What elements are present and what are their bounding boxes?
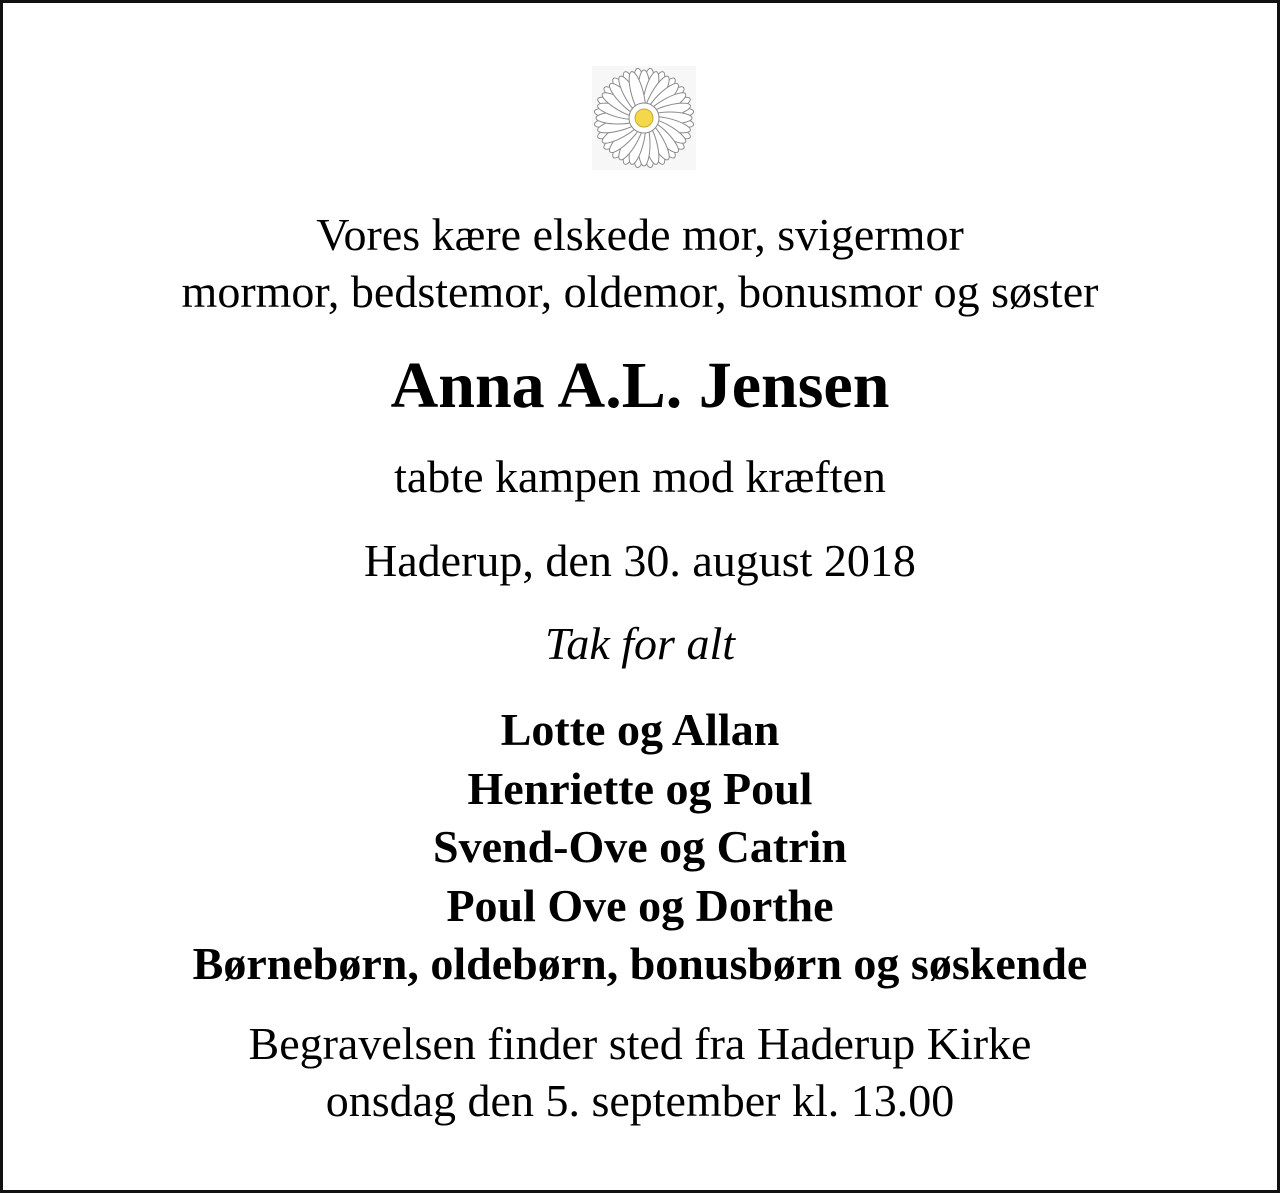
family-member: Poul Ove og Dorthe bbox=[446, 879, 834, 931]
intro-line-2: mormor, bedstemor, oldemor, bonusmor og søster bbox=[181, 266, 1099, 317]
family-member: Svend-Ove og Catrin bbox=[433, 821, 847, 872]
intro-text bbox=[3, 206, 1277, 320]
family-list bbox=[3, 701, 1277, 994]
funeral-info bbox=[3, 1015, 1277, 1129]
family-member: Lotte og Allan bbox=[500, 704, 780, 755]
thanks-text: Tak for alt bbox=[544, 618, 736, 669]
daisy-flower-icon bbox=[592, 66, 696, 170]
family-member: Henriette og Poul bbox=[467, 762, 813, 814]
daisy-center bbox=[635, 109, 653, 127]
intro-line-1: Vores kære elskede mor, svigermor bbox=[316, 209, 964, 260]
funeral-line-2: onsdag den 5. september kl. 13.00 bbox=[325, 1075, 955, 1126]
deceased-name: Anna A.L. Jensen bbox=[390, 349, 890, 422]
cause-of-death: tabte kampen mod kræften bbox=[394, 451, 886, 502]
place-and-date: Haderup, den 30. august 2018 bbox=[364, 535, 916, 586]
family-member: Børnebørn, oldebørn, bonusbørn og søskende bbox=[192, 938, 1088, 989]
funeral-line-1: Begravelsen finder sted fra Haderup Kirke bbox=[248, 1018, 1032, 1069]
